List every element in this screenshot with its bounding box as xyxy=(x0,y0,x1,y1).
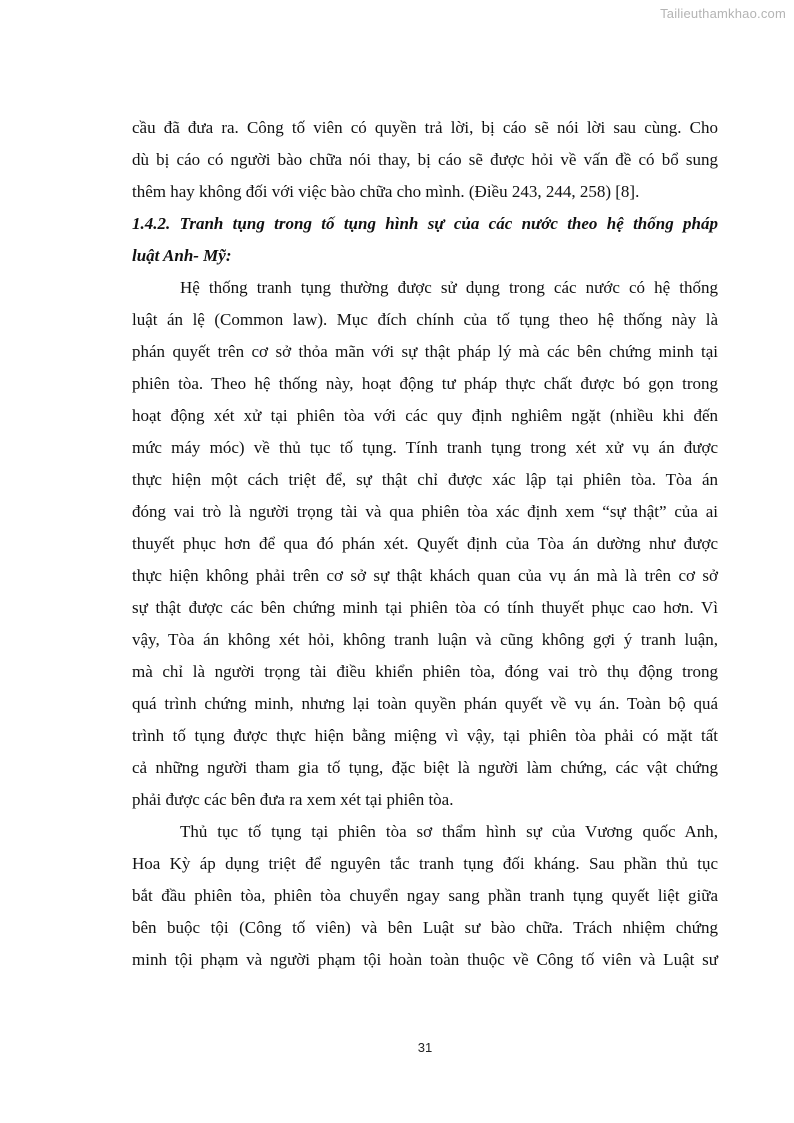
body-line: quá trình chứng minh, nhưng lại toàn quyền phán quyết về vụ án. Toàn bộ quá xyxy=(132,694,718,713)
body-line: thực hiện không phải trên cơ sở sự thật khách quan của vụ án mà là trên cơ sở xyxy=(132,566,718,585)
body-line: phải được các bên đưa ra xem xét tại phiên tòa. xyxy=(132,790,454,809)
body-line: bắt đầu phiên tòa, phiên tòa chuyển ngay sang phần tranh tụng quyết liệt giữa xyxy=(132,886,718,905)
body-line: bên buộc tội (Công tố viên) và bên Luật sư bào chữa. Trách nhiệm chứng xyxy=(132,918,718,937)
body-line: dù bị cáo có người bào chữa nói thay, bị cáo sẽ được hỏi về vấn đề có bổ sung xyxy=(132,150,718,169)
watermark-text: Tailieuthamkhao.com xyxy=(660,6,786,21)
body-line: sự thật được các bên chứng minh tại phiên tòa có tính thuyết phục cao hơn. Vì xyxy=(132,598,718,617)
body-line: luật án lệ (Common law). Mục đích chính của tố tụng theo hệ thống này là xyxy=(132,310,718,329)
body-line: phiên tòa. Theo hệ thống này, hoạt động tư pháp thực chất được bó gọn trong xyxy=(132,374,718,393)
body-line: trình tố tụng được thực hiện bằng miệng vì vậy, tại phiên tòa phải có mặt tất xyxy=(132,726,718,745)
body-line: đóng vai trò là người trọng tài và qua phiên tòa xác định xem “sự thật” của ai xyxy=(132,502,718,521)
body-line: mức máy móc) về thủ tục tố tụng. Tính tranh tụng trong xét xử vụ án được xyxy=(132,438,718,457)
body-line: phán quyết trên cơ sở thỏa mãn với sự thật pháp lý mà các bên chứng minh tại xyxy=(132,342,718,361)
body-line: vậy, Tòa án không xét hỏi, không tranh luận và cũng không gợi ý tranh luận, xyxy=(132,630,718,649)
body-line: thuyết phục hơn để qua đó phán xét. Quyết định của Tòa án dường như được xyxy=(132,534,718,553)
body-line: mà chỉ là người trọng tài điều khiển phiên tòa, đóng vai trò thụ động trong xyxy=(132,662,718,681)
body-line: minh tội phạm và người phạm tội hoàn toàn thuộc về Công tố viên và Luật sư xyxy=(132,950,718,969)
body-line: hoạt động xét xử tại phiên tòa với các quy định nghiêm ngặt (nhiều khi đến xyxy=(132,406,718,425)
body-line: thêm hay không đối với việc bào chữa cho mình. (Điều 243, 244, 258) [8]. xyxy=(132,182,640,201)
paragraph-first-line: Hệ thống tranh tụng thường được sử dụng trong các nước có hệ thống xyxy=(180,278,718,297)
body-line: cả những người tham gia tố tụng, đặc biệt là người làm chứng, các vật chứng xyxy=(132,758,718,777)
body-line: Hoa Kỳ áp dụng triệt để nguyên tắc tranh tụng đối kháng. Sau phần thủ tục xyxy=(132,854,718,873)
page-body xyxy=(132,112,718,976)
section-heading: 1.4.2. Tranh tụng trong tố tụng hình sự của các nước theo hệ thống pháp xyxy=(132,214,718,233)
paragraph-first-line: Thủ tục tố tụng tại phiên tòa sơ thẩm hình sự của Vương quốc Anh, xyxy=(180,822,718,841)
body-line: thực hiện một cách triệt để, sự thật chỉ được xác lập tại phiên tòa. Tòa án xyxy=(132,470,718,489)
body-line: cầu đã đưa ra. Công tố viên có quyền trả lời, bị cáo sẽ nói lời sau cùng. Cho xyxy=(132,118,718,137)
section-heading: luật Anh- Mỹ: xyxy=(132,246,232,265)
page-number: 31 xyxy=(417,1040,433,1055)
